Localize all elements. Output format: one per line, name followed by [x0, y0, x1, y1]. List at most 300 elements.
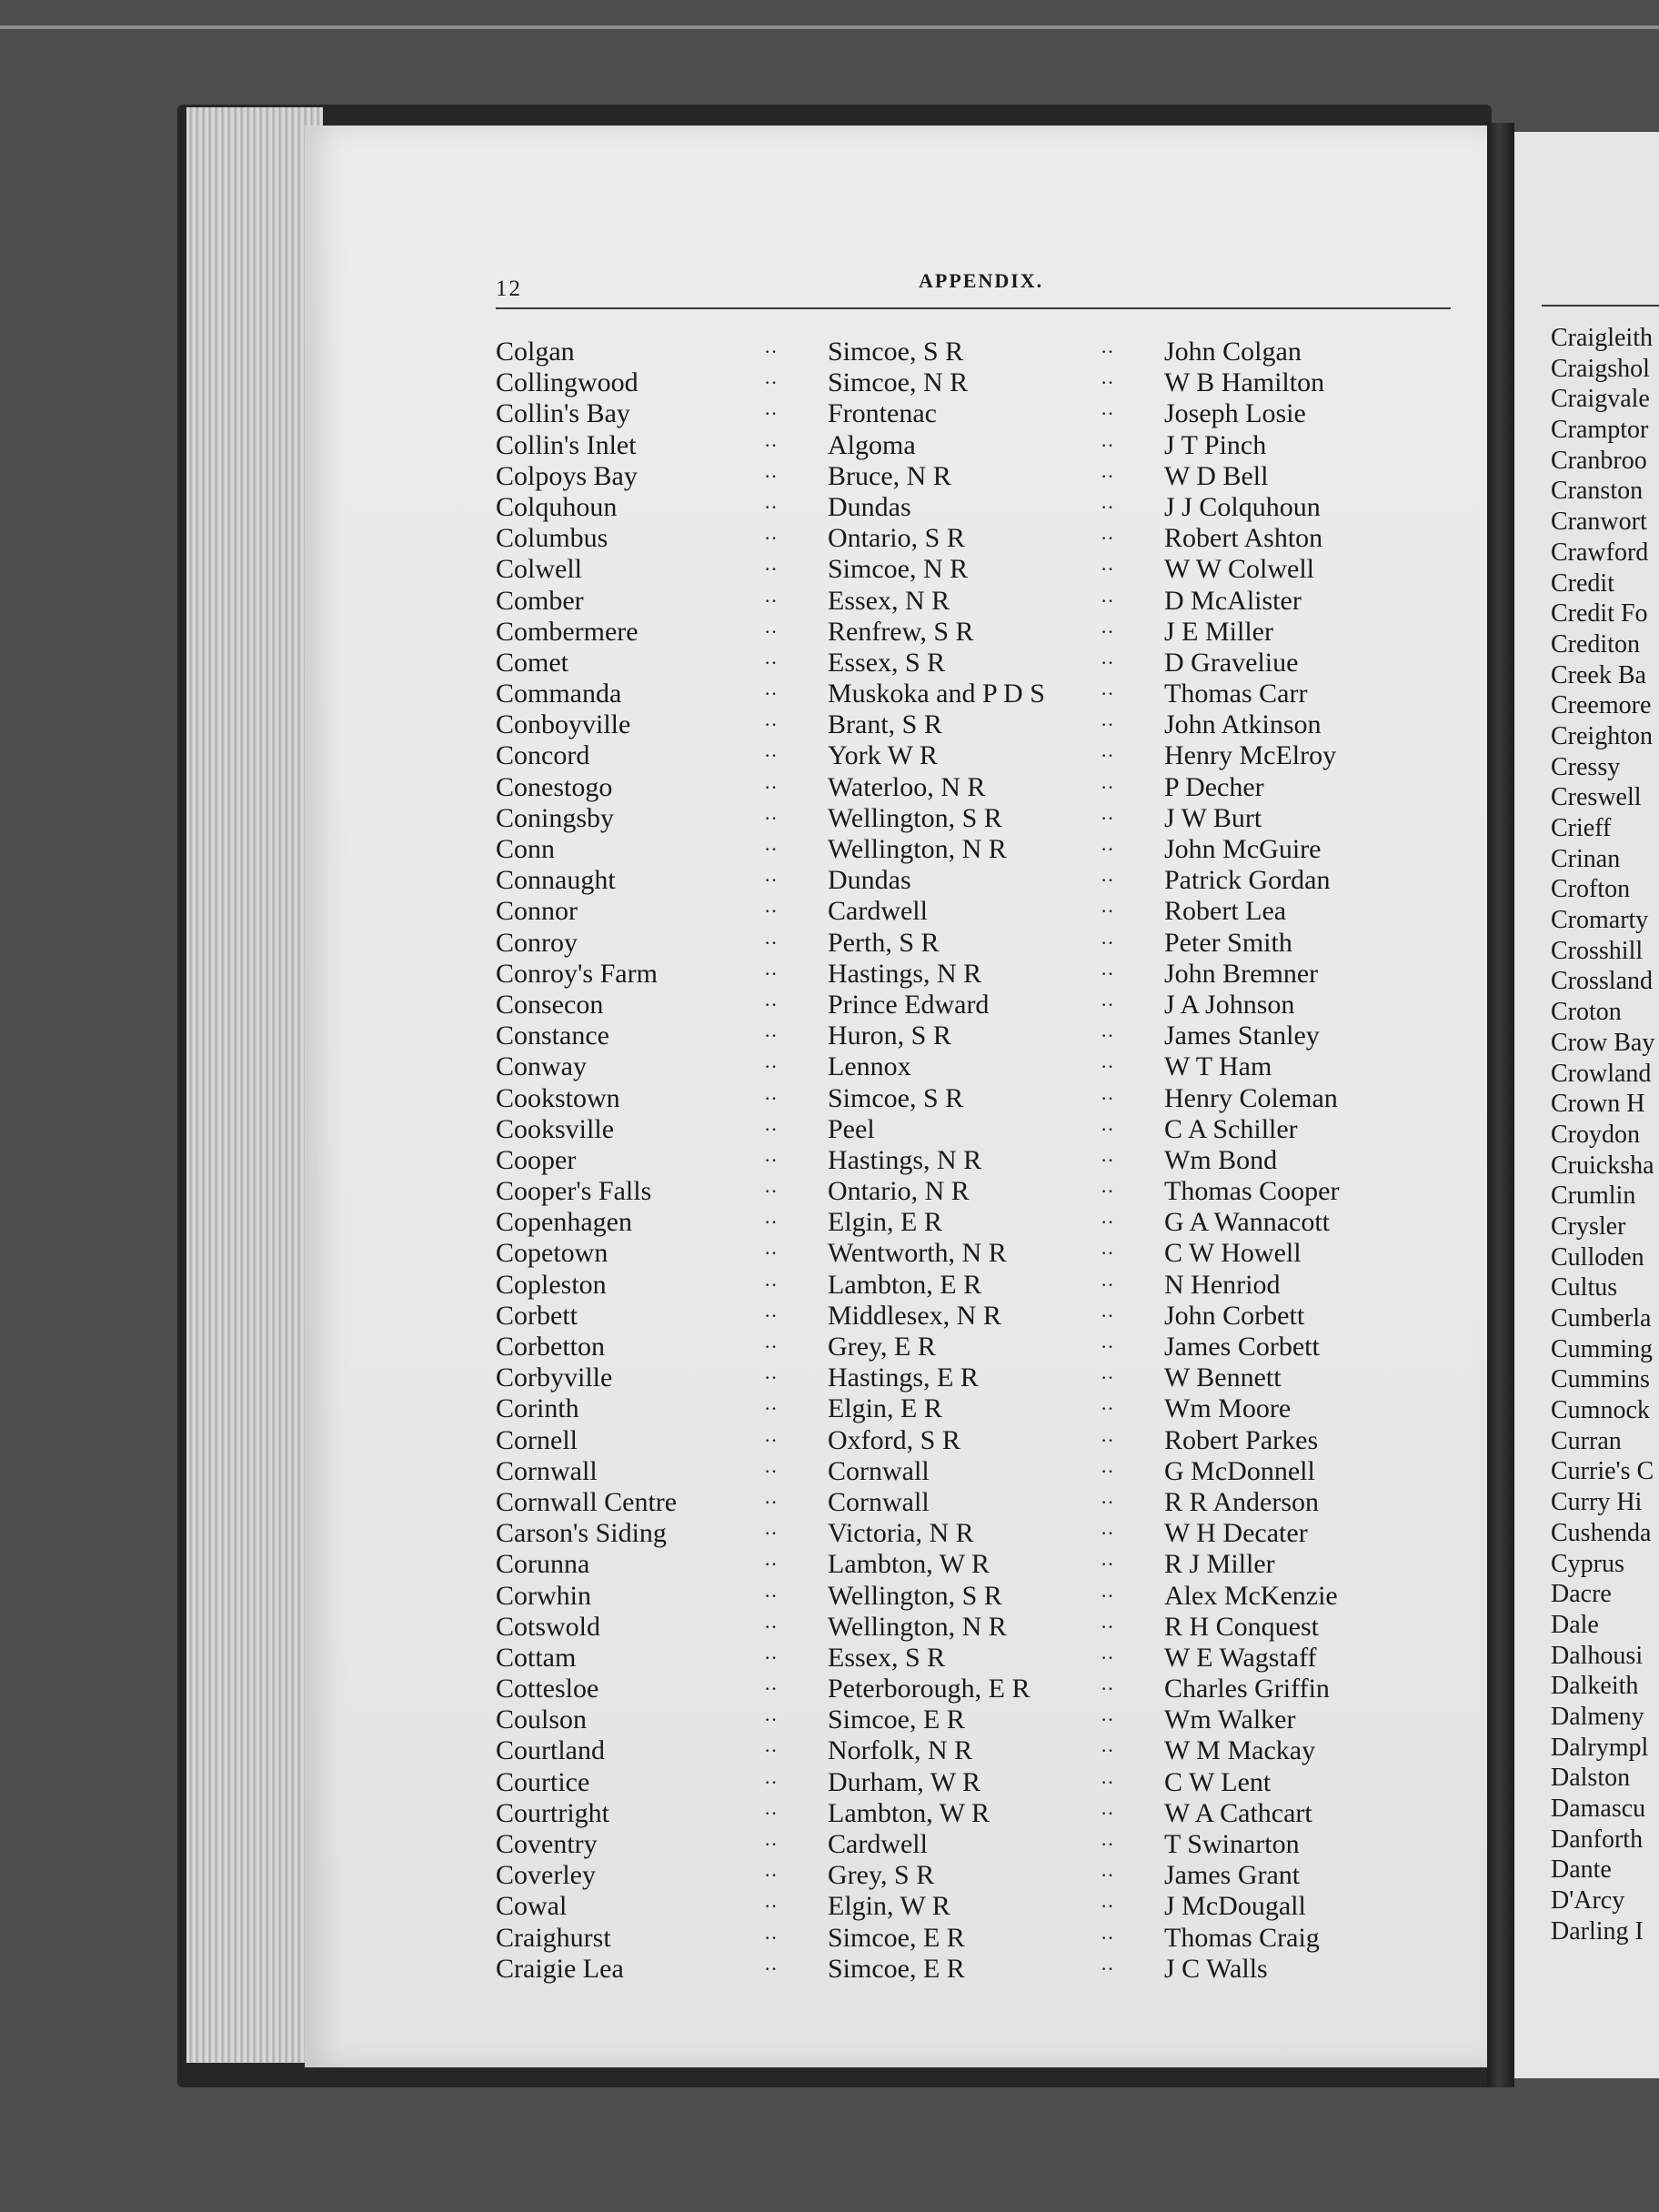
county-name: Norfolk, N R [828, 1735, 973, 1766]
leader-dots: ·· [764, 775, 778, 799]
county-name: Perth, S R [828, 927, 940, 958]
facing-place-name: Cruicksha [1551, 1151, 1654, 1180]
leader-dots: ·· [764, 1553, 778, 1576]
table-row [496, 896, 1469, 927]
place-name: Combermere [496, 616, 638, 647]
postmaster-name: Henry McElroy [1164, 740, 1337, 771]
postmaster-name: James Grant [1164, 1860, 1301, 1891]
table-row [496, 554, 1469, 585]
place-name: Courtright [496, 1797, 609, 1828]
facing-place-name: Danforth [1551, 1825, 1644, 1854]
leader-dots: ·· [764, 1925, 778, 1949]
leader-dots: ·· [764, 1024, 778, 1048]
postmaster-name: John Corbett [1164, 1300, 1305, 1331]
leader-dots: ·· [764, 1584, 778, 1607]
place-name: Comber [496, 585, 584, 616]
leader-dots: ·· [764, 1055, 778, 1079]
table-row [496, 990, 1469, 1021]
leader-dots: ·· [764, 930, 778, 954]
postmaster-name: Wm Bond [1164, 1144, 1278, 1175]
table-row [496, 1829, 1469, 1860]
county-name: Huron, S R [828, 1021, 951, 1051]
postmaster-name: Wm Walker [1164, 1704, 1296, 1735]
facing-place-name: Dalston [1551, 1764, 1631, 1793]
table-row [496, 834, 1469, 865]
leader-dots: ·· [764, 1303, 778, 1327]
county-name: Hastings, E R [828, 1362, 979, 1393]
place-name: Cottesloe [496, 1674, 599, 1704]
table-row [496, 1083, 1469, 1114]
table-row [496, 367, 1469, 398]
leader-dots: ·· [764, 464, 778, 488]
leader-dots: ·· [1101, 1584, 1114, 1607]
table-row [496, 1704, 1469, 1735]
county-name: Wellington, N R [828, 1611, 1007, 1642]
leader-dots: ·· [1101, 1211, 1114, 1234]
table-row [496, 1238, 1469, 1269]
place-name: Colgan [496, 337, 575, 367]
book-gutter [1487, 123, 1514, 2087]
leader-dots: ·· [1101, 930, 1114, 954]
postmaster-name: John Bremner [1164, 958, 1319, 989]
postmaster-name: Robert Ashton [1164, 523, 1323, 554]
table-row [496, 1425, 1469, 1456]
postmaster-name: G McDonnell [1164, 1455, 1315, 1486]
postmaster-name: W A Cathcart [1164, 1797, 1312, 1828]
place-name: Coulson [496, 1704, 588, 1735]
facing-place-name: Cushenda [1551, 1518, 1652, 1547]
county-name: York W R [828, 740, 938, 771]
postmaster-name: John Colgan [1164, 337, 1302, 367]
postmaster-name: T Swinarton [1164, 1829, 1300, 1859]
leader-dots: ·· [764, 1708, 778, 1732]
facing-place-name: Crysler [1551, 1212, 1626, 1241]
facing-place-name: Crosshill [1551, 936, 1644, 965]
leader-dots: ·· [1101, 464, 1114, 488]
place-name: Courtice [496, 1766, 590, 1797]
leader-dots: ·· [764, 558, 778, 581]
leader-dots: ·· [1101, 1459, 1114, 1483]
leader-dots: ·· [764, 1211, 778, 1234]
table-row [496, 1145, 1469, 1176]
leader-dots: ·· [1101, 900, 1114, 923]
table-row [496, 1362, 1469, 1393]
table-row [496, 1176, 1469, 1207]
leader-dots: ·· [764, 806, 778, 830]
facing-place-name: Credit Fo [1551, 599, 1648, 628]
place-name: Colquhoun [496, 491, 618, 522]
place-name: Constance [496, 1021, 609, 1051]
facing-place-name: Crown H [1551, 1090, 1645, 1119]
county-name: Bruce, N R [828, 460, 951, 491]
leader-dots: ·· [1101, 961, 1114, 985]
leader-dots: ·· [1101, 527, 1114, 550]
leader-dots: ·· [764, 869, 778, 892]
leader-dots: ·· [764, 1770, 778, 1794]
table-row [496, 1767, 1469, 1798]
postmaster-name: D Graveliue [1164, 647, 1299, 678]
place-name: Cottam [496, 1642, 577, 1673]
leader-dots: ·· [764, 1614, 778, 1638]
facing-place-name: Crowland [1551, 1059, 1652, 1088]
postmaster-name: J T Pinch [1164, 429, 1267, 460]
postmaster-name: Thomas Cooper [1164, 1176, 1340, 1207]
county-name: Dundas [828, 491, 911, 522]
place-name: Coventry [496, 1829, 598, 1859]
table-row [496, 1114, 1469, 1145]
leader-dots: ·· [1101, 1086, 1114, 1110]
postmaster-name: Alex McKenzie [1164, 1580, 1338, 1611]
leader-dots: ·· [1101, 1428, 1114, 1452]
leader-dots: ·· [764, 1490, 778, 1513]
postmaster-name: Henry Coleman [1164, 1082, 1338, 1113]
place-name: Columbus [496, 523, 608, 554]
leader-dots: ·· [1101, 1242, 1114, 1265]
facing-place-name: Craigvale [1551, 385, 1650, 414]
postmaster-name: Peter Smith [1164, 927, 1292, 958]
leader-dots: ·· [764, 1366, 778, 1390]
table-row [496, 803, 1469, 834]
table-row [496, 1643, 1469, 1674]
leader-dots: ·· [1101, 1801, 1114, 1825]
postmaster-name: James Stanley [1164, 1021, 1320, 1051]
table-row [496, 398, 1469, 429]
county-name: Elgin, E R [828, 1207, 942, 1238]
facing-place-name: Cyprus [1551, 1549, 1624, 1578]
leader-dots: ·· [1101, 1925, 1114, 1949]
leader-dots: ·· [764, 900, 778, 923]
table-row [496, 523, 1469, 554]
table-row [496, 1021, 1469, 1051]
leader-dots: ·· [1101, 402, 1114, 426]
leader-dots: ·· [764, 1895, 778, 1918]
county-name: Frontenac [828, 398, 937, 429]
place-name: Cornwall [496, 1455, 598, 1486]
place-name: Cooper [496, 1144, 577, 1175]
county-name: Ontario, S R [828, 523, 965, 554]
county-name: Waterloo, N R [828, 771, 986, 802]
leader-dots: ·· [1101, 371, 1114, 395]
county-name: Prince Edward [828, 989, 990, 1020]
county-name: Peterborough, E R [828, 1674, 1031, 1704]
table-row [496, 337, 1469, 367]
postmaster-name: D McAlister [1164, 585, 1302, 616]
postmaster-name: C A Schiller [1164, 1113, 1298, 1144]
place-name: Cowal [496, 1891, 568, 1922]
facing-place-name: Credit [1551, 568, 1614, 598]
place-name: Collingwood [496, 367, 638, 398]
postmaster-name: C W Howell [1164, 1238, 1302, 1269]
table-row [496, 1735, 1469, 1766]
facing-place-name: Crediton [1551, 629, 1640, 659]
leader-dots: ·· [764, 340, 778, 363]
leader-dots: ·· [1101, 588, 1114, 612]
place-name: Corwhin [496, 1580, 591, 1611]
leader-dots: ·· [764, 1956, 778, 1980]
county-name: Durham, W R [828, 1766, 981, 1797]
facing-place-name: Cromarty [1551, 906, 1649, 935]
leader-dots: ·· [1101, 1335, 1114, 1358]
place-name: Carson's Siding [496, 1518, 667, 1549]
place-name: Craigie Lea [496, 1953, 624, 1984]
facing-place-name: Dalkeith [1551, 1672, 1639, 1701]
place-name: Conestogo [496, 771, 613, 802]
table-row [496, 865, 1469, 896]
postmaster-name: W M Mackay [1164, 1735, 1316, 1766]
table-row [496, 586, 1469, 617]
table-row [496, 1207, 1469, 1238]
county-name: Cornwall [828, 1455, 930, 1486]
county-name: Lambton, E R [828, 1269, 982, 1300]
page-number: 12 [496, 276, 522, 301]
county-name: Hastings, N R [828, 958, 982, 989]
head-rule [496, 307, 1451, 309]
table-row [496, 740, 1469, 771]
leader-dots: ·· [1101, 1770, 1114, 1794]
postmaster-name: W B Hamilton [1164, 367, 1325, 398]
place-name: Conroy [496, 927, 578, 958]
facing-place-name: Cumming [1551, 1334, 1654, 1363]
place-name: Conway [496, 1051, 587, 1082]
table-row [496, 709, 1469, 740]
facing-place-name: Curry Hi [1551, 1488, 1643, 1517]
leader-dots: ·· [764, 495, 778, 518]
table-row [496, 1798, 1469, 1829]
table-row [496, 1674, 1469, 1704]
table-row [496, 648, 1469, 679]
leader-dots: ·· [764, 682, 778, 706]
county-name: Wellington, S R [828, 1580, 1002, 1611]
county-name: Simcoe, E R [828, 1704, 965, 1735]
leader-dots: ·· [1101, 1708, 1114, 1732]
facing-place-list [1551, 323, 1654, 1946]
leader-dots: ·· [1101, 1490, 1114, 1513]
facing-place-name: Crossland [1551, 967, 1653, 996]
leader-dots: ·· [1101, 713, 1114, 737]
postmaster-name: James Corbett [1164, 1332, 1320, 1362]
place-name: Colwell [496, 554, 582, 585]
facing-place-name: Crieff [1551, 814, 1612, 842]
leader-dots: ·· [764, 1272, 778, 1296]
place-name: Cornwall Centre [496, 1486, 678, 1517]
county-name: Simcoe, N R [828, 367, 969, 398]
place-name: Cotswold [496, 1611, 601, 1642]
table-row [496, 1581, 1469, 1612]
leader-dots: ·· [764, 1335, 778, 1358]
county-name: Victoria, N R [828, 1518, 974, 1549]
postmaster-name: John Atkinson [1164, 709, 1322, 740]
table-row [496, 617, 1469, 648]
facing-place-name: Crofton [1551, 875, 1631, 904]
postmaster-name: Joseph Losie [1164, 398, 1306, 429]
county-name: Grey, E R [828, 1332, 936, 1362]
scanner-edge-line [0, 25, 1659, 29]
leader-dots: ·· [764, 838, 778, 860]
leader-dots: ·· [764, 1801, 778, 1825]
leader-dots: ·· [1101, 1553, 1114, 1576]
leader-dots: ·· [1101, 650, 1114, 674]
leader-dots: ·· [1101, 619, 1114, 643]
leader-dots: ·· [764, 1117, 778, 1141]
leader-dots: ·· [1101, 1833, 1114, 1855]
leader-dots: ·· [764, 433, 778, 457]
leader-dots: ·· [764, 1833, 778, 1855]
place-name: Connor [496, 896, 578, 927]
postmaster-name: R R Anderson [1164, 1486, 1320, 1517]
leader-dots: ·· [1101, 806, 1114, 830]
facing-place-name: Darling I [1551, 1916, 1644, 1946]
facing-place-name: Croydon [1551, 1120, 1640, 1149]
leader-dots: ·· [764, 1864, 778, 1887]
county-name: Elgin, W R [828, 1891, 950, 1922]
facing-place-name: Dante [1551, 1855, 1612, 1885]
leader-dots: ·· [1101, 1397, 1114, 1421]
table-row [496, 1518, 1469, 1549]
table-row [496, 1923, 1469, 1954]
postmaster-name: W W Colwell [1164, 554, 1314, 585]
table-row [496, 1332, 1469, 1362]
place-name: Corinth [496, 1393, 579, 1424]
leader-dots: ·· [764, 992, 778, 1016]
county-name: Middlesex, N R [828, 1300, 1001, 1331]
county-name: Peel [828, 1113, 875, 1144]
postmaster-name: Thomas Carr [1164, 679, 1308, 709]
postmaster-name: W H Decater [1164, 1518, 1308, 1549]
place-name: Corbyville [496, 1362, 613, 1393]
postmaster-name: J J Colquhoun [1164, 491, 1321, 522]
postmaster-name: R H Conquest [1164, 1611, 1320, 1642]
table-row [496, 1301, 1469, 1332]
place-name: Courtland [496, 1735, 605, 1766]
county-name: Simcoe, S R [828, 337, 964, 367]
leader-dots: ·· [764, 1428, 778, 1452]
place-name: Comet [496, 647, 568, 678]
postmaster-name: W D Bell [1164, 460, 1269, 491]
facing-place-name: D'Arcy [1551, 1886, 1625, 1915]
facing-place-name: Curran [1551, 1426, 1622, 1455]
place-name: Colpoys Bay [496, 460, 638, 491]
postmaster-name: C W Lent [1164, 1766, 1272, 1797]
facing-place-name: Cranbroo [1551, 446, 1647, 475]
place-name: Copenhagen [496, 1207, 632, 1238]
leader-dots: ·· [764, 713, 778, 737]
postmaster-name: J A Johnson [1164, 989, 1295, 1020]
postmaster-name: P Decher [1164, 771, 1264, 802]
right-page [1514, 132, 1659, 2078]
county-name: Brant, S R [828, 709, 942, 740]
table-row [496, 1487, 1469, 1518]
place-name: Collin's Inlet [496, 429, 637, 460]
place-name: Corbett [496, 1300, 578, 1331]
place-name: Collin's Bay [496, 398, 630, 429]
county-name: Oxford, S R [828, 1424, 960, 1455]
leader-dots: ·· [1101, 1117, 1114, 1141]
place-name: Craighurst [496, 1922, 611, 1953]
county-name: Lambton, W R [828, 1549, 990, 1580]
facing-place-name: Creighton [1551, 721, 1653, 750]
place-name: Copleston [496, 1269, 607, 1300]
county-name: Muskoka and P D S [828, 679, 1045, 709]
facing-place-name: Cranwort [1551, 508, 1647, 537]
table-row [496, 772, 1469, 803]
place-name: Connaught [496, 865, 616, 896]
leader-dots: ·· [764, 1522, 778, 1545]
postmaster-name: N Henriod [1164, 1269, 1281, 1300]
county-name: Cardwell [828, 1829, 928, 1859]
leader-dots: ·· [764, 371, 778, 395]
county-name: Wellington, N R [828, 834, 1007, 864]
postmaster-name: John McGuire [1164, 834, 1322, 864]
place-name: Conroy's Farm [496, 958, 658, 989]
county-name: Simcoe, E R [828, 1922, 965, 1953]
place-name: Copetown [496, 1238, 608, 1269]
leader-dots: ·· [764, 1397, 778, 1421]
postmaster-name: Charles Griffin [1164, 1674, 1330, 1704]
table-row [496, 1051, 1469, 1082]
county-name: Cornwall [828, 1486, 930, 1517]
running-head: APPENDIX. [919, 269, 1044, 292]
postmaster-name: W T Ham [1164, 1051, 1272, 1082]
table-row [496, 1270, 1469, 1301]
leader-dots: ·· [1101, 1148, 1114, 1171]
county-name: Essex, N R [828, 585, 950, 616]
leader-dots: ·· [764, 1645, 778, 1669]
facing-place-name: Damascu [1551, 1795, 1646, 1823]
table-row [496, 461, 1469, 492]
leader-dots: ·· [1101, 1522, 1114, 1545]
leader-dots: ·· [764, 527, 778, 550]
place-name: Concord [496, 740, 590, 771]
county-name: Essex, S R [828, 1642, 946, 1673]
table-row [496, 928, 1469, 959]
facing-place-name: Dacre [1551, 1580, 1612, 1609]
table-row [496, 959, 1469, 990]
facing-place-name: Croton [1551, 998, 1622, 1027]
leader-dots: ·· [1101, 1645, 1114, 1669]
facing-place-name: Creemore [1551, 691, 1652, 720]
county-name: Cardwell [828, 896, 928, 927]
leader-dots: ·· [764, 1086, 778, 1110]
leader-dots: ·· [764, 744, 778, 768]
facing-place-name: Dale [1551, 1610, 1599, 1639]
county-name: Hastings, N R [828, 1144, 982, 1175]
postmaster-name: J E Miller [1164, 616, 1273, 647]
leader-dots: ·· [1101, 1677, 1114, 1701]
facing-place-name: Dalrympl [1551, 1733, 1649, 1762]
county-name: Lambton, W R [828, 1797, 990, 1828]
postmaster-name: Patrick Gordan [1164, 865, 1331, 896]
facing-place-name: Culloden [1551, 1242, 1644, 1272]
postmaster-name: W Bennett [1164, 1362, 1282, 1393]
place-name: Cooper's Falls [496, 1176, 652, 1207]
postmaster-name: J C Walls [1164, 1953, 1268, 1984]
leader-dots: ·· [764, 1148, 778, 1171]
postmaster-name: J McDougall [1164, 1891, 1306, 1922]
facing-place-name: Creswell [1551, 783, 1642, 812]
place-name: Conboyville [496, 709, 631, 740]
postmaster-name: W E Wagstaff [1164, 1642, 1317, 1673]
county-name: Algoma [828, 429, 916, 460]
leader-dots: ·· [764, 402, 778, 426]
place-name: Conn [496, 834, 556, 864]
table-row [496, 679, 1469, 709]
facing-place-name: Craigleith [1551, 324, 1653, 352]
leader-dots: ·· [764, 1739, 778, 1763]
facing-place-name: Cramptor [1551, 416, 1649, 445]
leader-dots: ·· [1101, 433, 1114, 457]
place-name: Cornell [496, 1424, 578, 1455]
leader-dots: ·· [1101, 558, 1114, 581]
